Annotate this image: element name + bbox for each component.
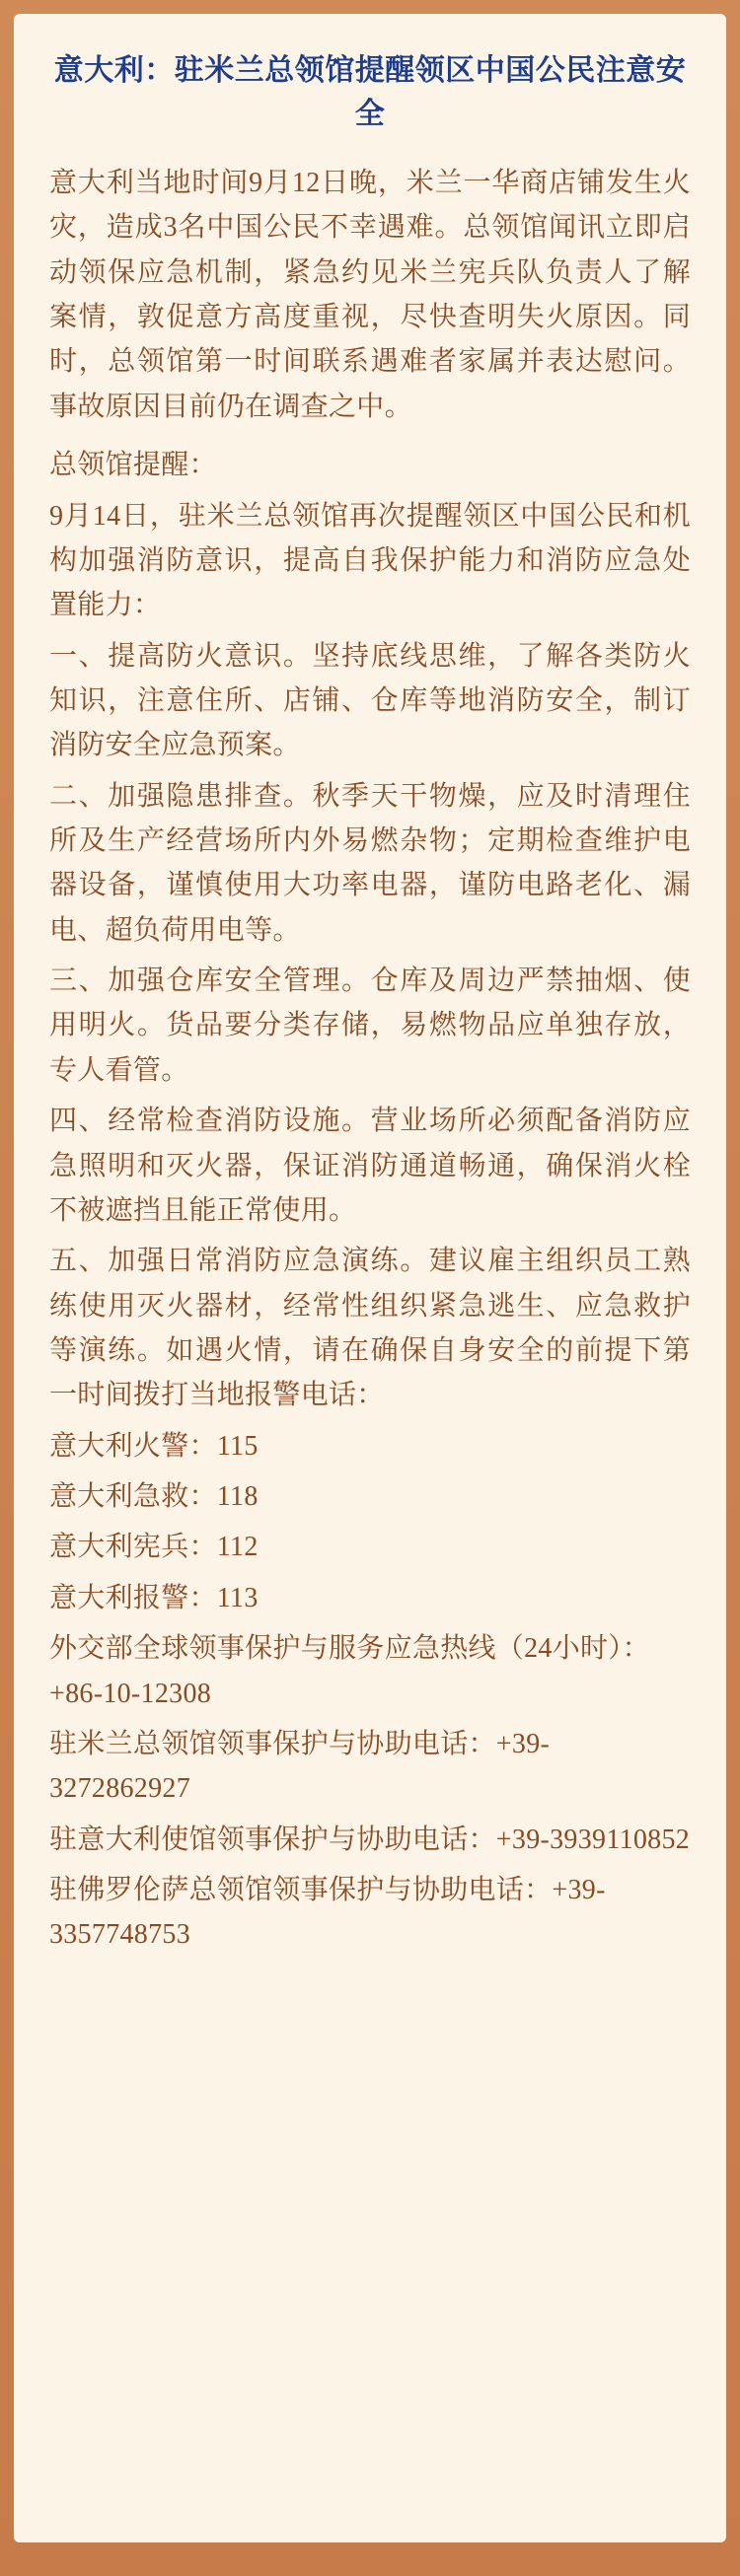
article-paragraph: 二、加强隐患排查。秋季天干物燥，应及时清理住所及生产经营场所内外易燃杂物；定期检查维护电器设备，谨慎使用大功率电器，谨防电路老化、漏电、超负荷用电等。 — [49, 780, 691, 946]
hotline-item: 驻意大利使馆领事保护与协助电话：+39-3939110852 — [49, 1824, 691, 1855]
article-paragraph: 意大利当地时间9月12日晚，米兰一华商店铺发生火灾，造成3名中国公民不幸遇难。总领馆闻讯立即启动领保应急机制，紧急约见米兰宪兵队负责人了解案情，敦促意方高度重视，尽快查明失火原因。同时，总领馆第一时间联系遇难者家属并表达慰问。事故原因目前仍在调查之中。 — [49, 168, 691, 422]
hotline-item: 意大利宪兵：112 — [49, 1532, 259, 1563]
article-paragraph: 三、加强仓库安全管理。仓库及周边严禁抽烟、使用明火。货品要分类存储，易燃物品应单独存放，专人看管。 — [49, 966, 691, 1086]
hotline-item: 意大利急救：118 — [49, 1481, 259, 1513]
page-title: 意大利：驻米兰总领馆提醒领区中国公民注意安全 — [53, 54, 687, 130]
hotline-item: 意大利火警：115 — [49, 1430, 259, 1462]
article-paragraph: 一、提高防火意识。坚持底线思维，了解各类防火知识，注意住所、店铺、仓库等地消防安全，制订消防安全应急预案。 — [49, 640, 691, 761]
hotline-item: 驻佛罗伦萨总领馆领事保护与协助电话：+39-3357748753 — [49, 1874, 606, 1951]
article-card — [14, 14, 726, 2542]
article-paragraph: 9月14日，驻米兰总领馆再次提醒领区中国公民和机构加强消防意识，提高自我保护能力和消防应急处置能力： — [49, 500, 691, 621]
hotline-item: 驻米兰总领馆领事保护与协助电话：+39-3272862927 — [49, 1728, 551, 1805]
article-paragraph: 四、经常检查消防设施。营业场所必须配备消防应急照明和灭火器，保证消防通道畅通，确保消火栓不被遮挡且能正常使用。 — [49, 1106, 691, 1226]
article-body — [49, 161, 691, 1958]
article-paragraph: 五、加强日常消防应急演练。建议雇主组织员工熟练使用灭火器材，经常性组织紧急逃生、应急救护等演练。如遇火情，请在确保自身安全的前提下第一时间拨打当地报警电话： — [49, 1246, 691, 1411]
article-paragraph: 总领馆提醒： — [49, 450, 217, 481]
hotline-item: 外交部全球领事保护与服务应急热线（24小时）：+86-10-12308 — [49, 1633, 650, 1709]
hotline-item: 意大利报警：113 — [49, 1582, 259, 1613]
